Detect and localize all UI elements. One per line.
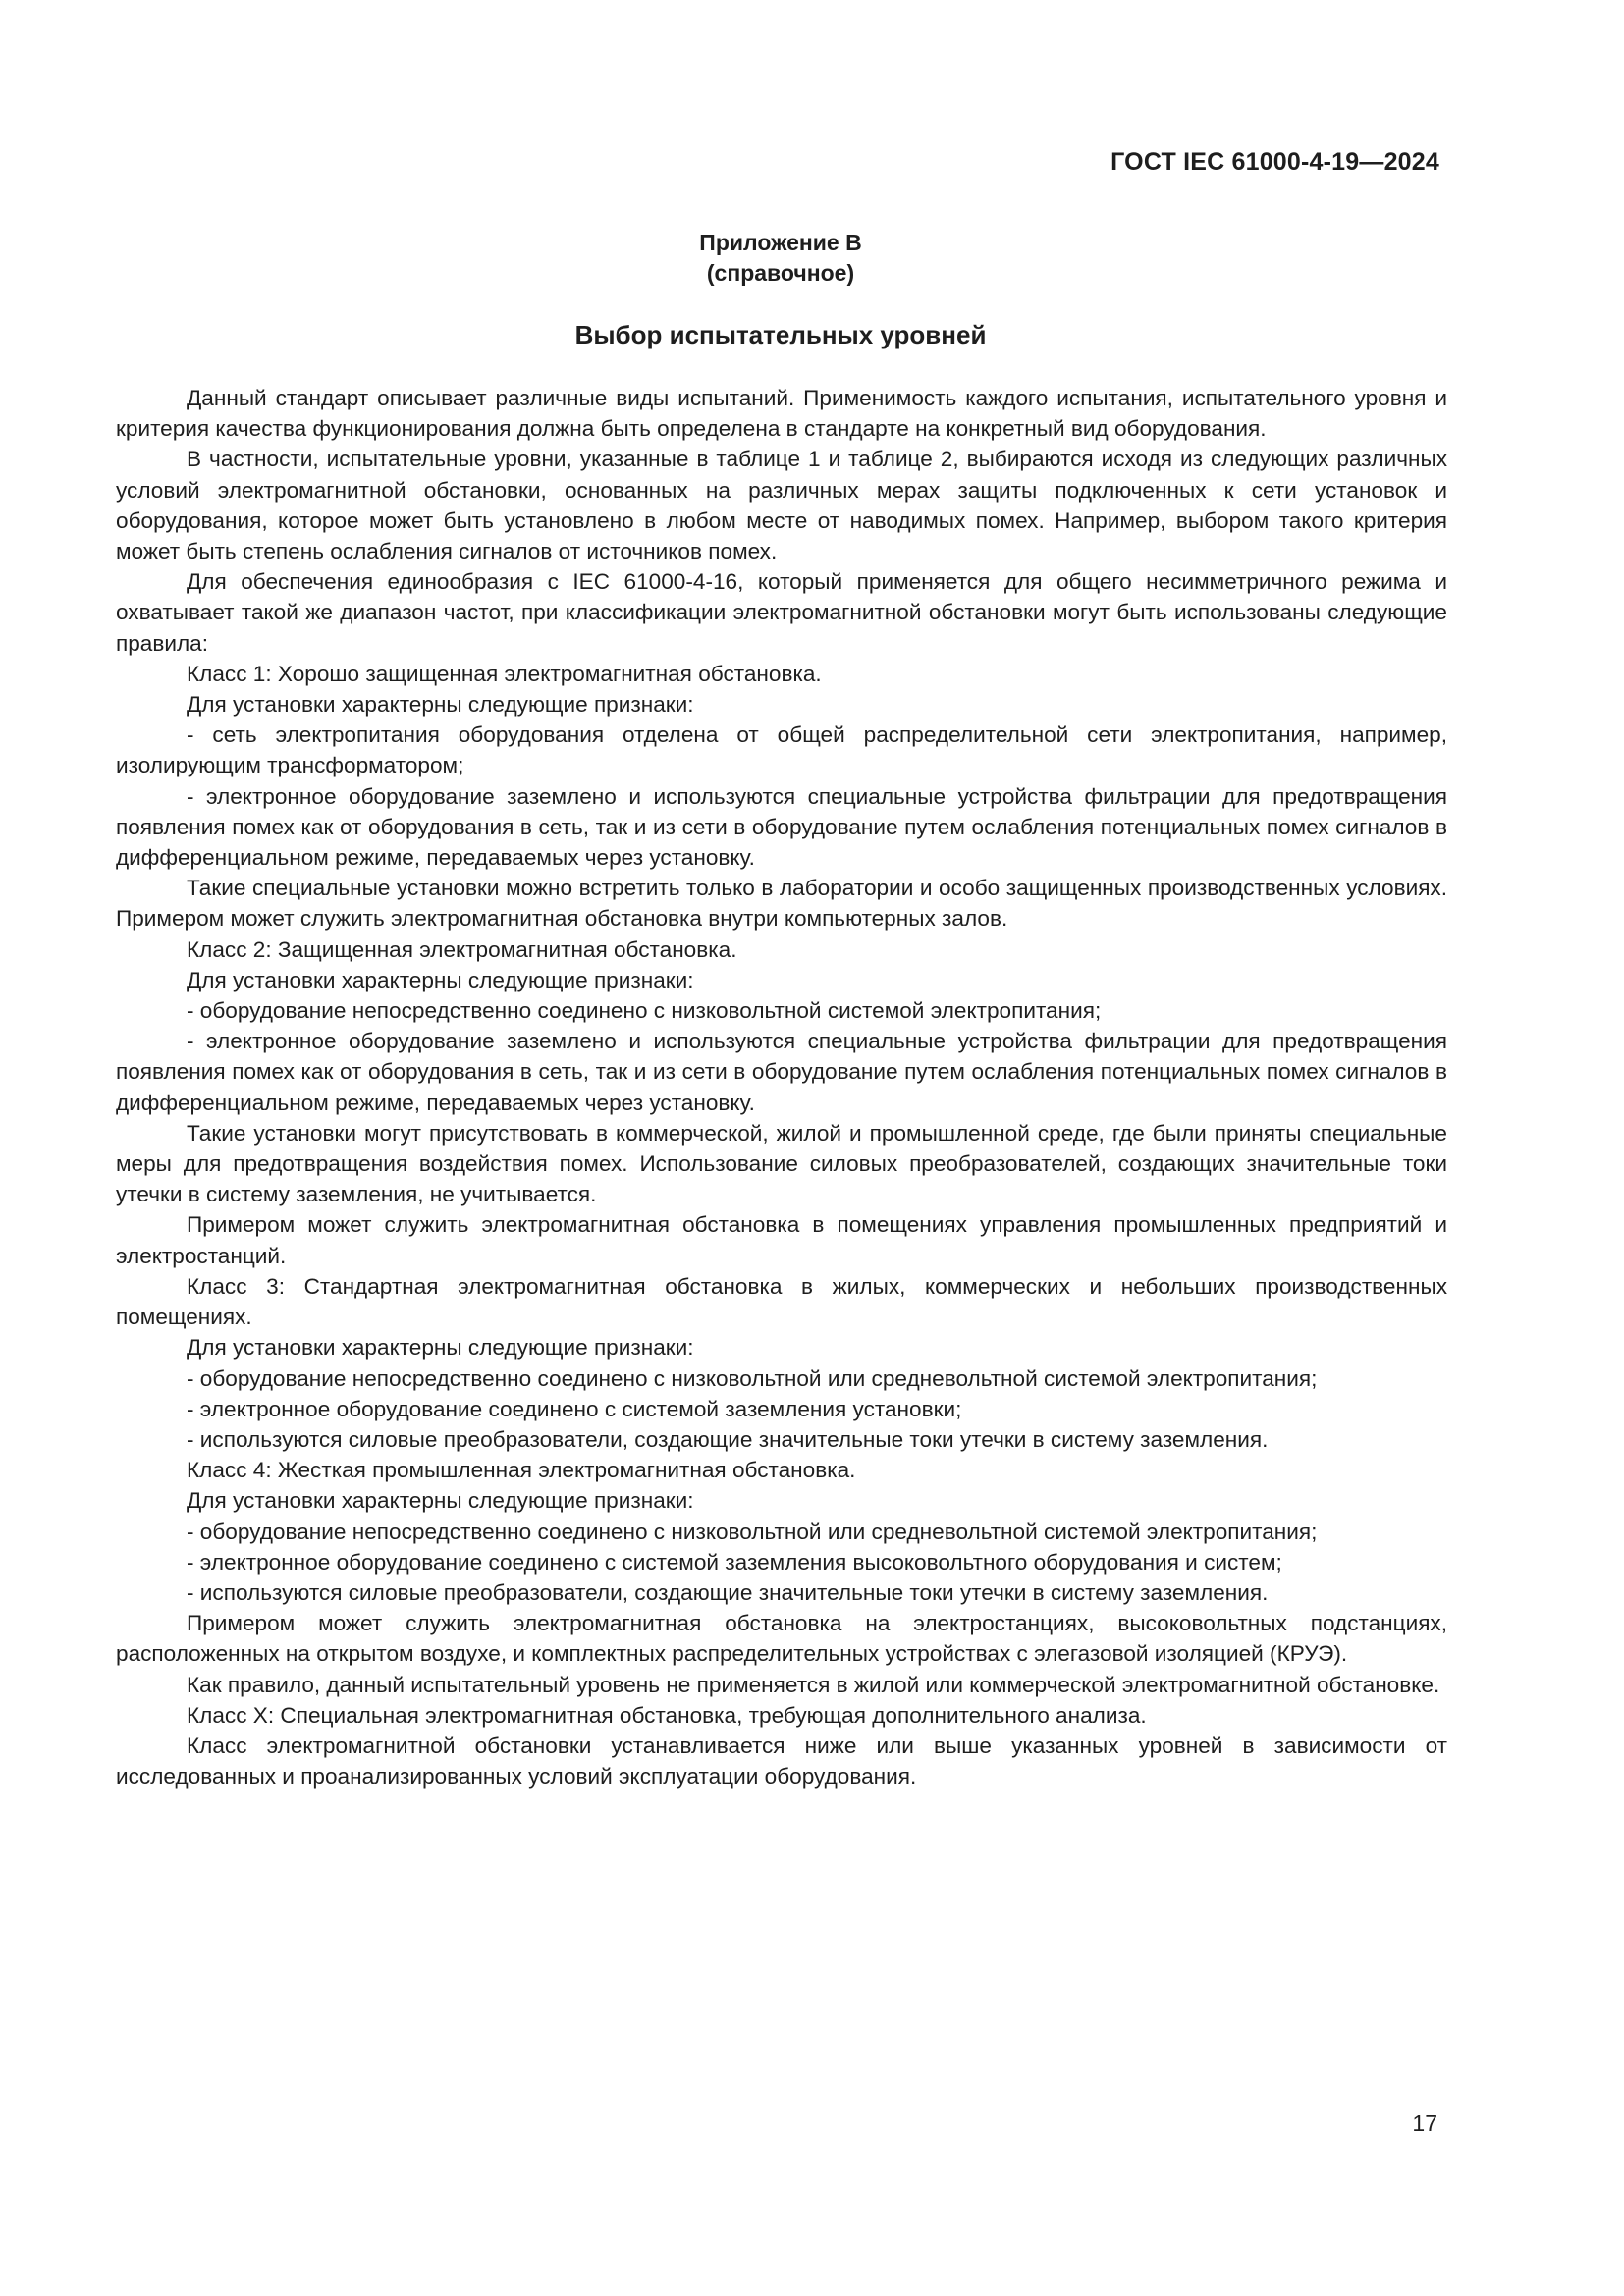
page-number: 17 — [1412, 2110, 1437, 2136]
paragraph: Класс 4: Жесткая промышленная электромагнитная обстановка. — [187, 1458, 856, 1483]
paragraph: Для установки характерны следующие признаки: — [187, 692, 694, 718]
list-item: - сеть электропитания оборудования отделена от общей распределительной сети электропитания, например, изолирующим трансформатором; — [116, 722, 1447, 778]
list-item: - электронное оборудование соединено с системой заземления установки; — [187, 1396, 962, 1421]
list-item: - электронное оборудование заземлено и используются специальные устройства фильтрации для предотвращения появления помех как от оборудования в сеть, так и из сети в оборудование путем ослабления потенциальных помех сигналов в дифференциальном режиме, передаваемых через установку. — [116, 1029, 1447, 1115]
paragraph: Такие установки могут присутствовать в коммерческой, жилой и промышленной среде, где были приняты специальные меры для предотвращения воздействия помех. Использование силовых преобразователей, создающих значительные токи утечки в систему заземления, не учитывается. — [116, 1120, 1447, 1207]
paragraph: Для установки характерны следующие признаки: — [187, 1335, 694, 1361]
paragraph: Класс 1: Хорошо защищенная электромагнитная обстановка. — [187, 661, 822, 686]
list-item: - оборудование непосредственно соединено с низковольтной или средневольтной системой электропитания; — [187, 1519, 1318, 1544]
paragraph: Как правило, данный испытательный уровень не применяется в жилой или коммерческой электромагнитной обстановке. — [187, 1672, 1440, 1697]
paragraph: Класс электромагнитной обстановки устанавливается ниже или выше указанных уровней в зависимости от исследованных и проанализированных условий эксплуатации оборудования. — [116, 1733, 1447, 1789]
list-item: - используются силовые преобразователи, создающие значительные токи утечки в систему заземления. — [187, 1579, 1269, 1605]
paragraph: Класс 2: Защищенная электромагнитная обстановка. — [187, 936, 737, 962]
paragraph: Такие специальные установки можно встретить только в лаборатории и особо защищенных производственных условиях. Примером может служить электромагнитная обстановка внутри компьютерных залов. — [116, 876, 1447, 932]
appendix-title: Выбор испытательных уровней — [574, 320, 987, 349]
paragraph: Класс 3: Стандартная электромагнитная обстановка в жилых, коммерческих и небольших производственных помещениях. — [116, 1273, 1447, 1330]
paragraph: Класс X: Специальная электромагнитная обстановка, требующая дополнительного анализа. — [187, 1702, 1147, 1728]
paragraph: Примером может служить электромагнитная обстановка на электростанциях, высоковольтных подстанциях, расположенных на открытом воздухе, и комплектных распределительных устройствах с элегазовой изоляцией (КРУЭ). — [116, 1611, 1447, 1667]
body-text — [116, 383, 1447, 1791]
list-item: - оборудование непосредственно соединено с низковольтной системой электропитания; — [187, 998, 1102, 1024]
list-item: - используются силовые преобразователи, создающие значительные токи утечки в систему заземления. — [187, 1426, 1269, 1452]
list-item: - оборудование непосредственно соединено с низковольтной или средневольтной системой электропитания; — [187, 1365, 1318, 1391]
list-item: - электронное оборудование заземлено и используются специальные устройства фильтрации для предотвращения появления помех как от оборудования в сеть, так и из сети в оборудование путем ослабления потенциальных помех сигналов в дифференциальном режиме, передаваемых через установку. — [116, 783, 1447, 871]
paragraph: Для обеспечения единообразия с IEC 61000-4-16, который применяется для общего несимметричного режима и охватывает такой же диапазон частот, при классификации электромагнитной обстановки могут быть использованы следующие правила: — [116, 569, 1447, 656]
appendix-type: (справочное) — [706, 260, 855, 286]
list-item: - электронное оборудование соединено с системой заземления высоковольтного оборудования и систем; — [187, 1549, 1282, 1575]
paragraph: Данный стандарт описывает различные виды испытаний. Применимость каждого испытания, испытательного уровня и критерия качества функционирования должна быть определена в стандарте на конкретный вид оборудования. — [116, 386, 1447, 442]
paragraph: Для установки характерны следующие признаки: — [187, 967, 694, 992]
paragraph: В частности, испытательные уровни, указанные в таблице 1 и таблице 2, выбираются исходя из следующих различных условий электромагнитной обстановки, основанных на различных мерах защиты подключенных к сети установок и оборудования, которое может быть установлено в любом месте от наводимых помех. Например, выбором такого критерия может быть степень ослабления сигналов от источников помех. — [116, 447, 1447, 564]
standard-designation: ГОСТ IEC 61000-4-19—2024 — [1110, 148, 1439, 176]
appendix-heading — [116, 228, 1445, 289]
paragraph: Примером может служить электромагнитная обстановка в помещениях управления промышленных предприятий и электростанций. — [116, 1212, 1447, 1268]
paragraph: Для установки характерны следующие признаки: — [187, 1488, 694, 1514]
appendix-label: Приложение B — [699, 230, 862, 255]
